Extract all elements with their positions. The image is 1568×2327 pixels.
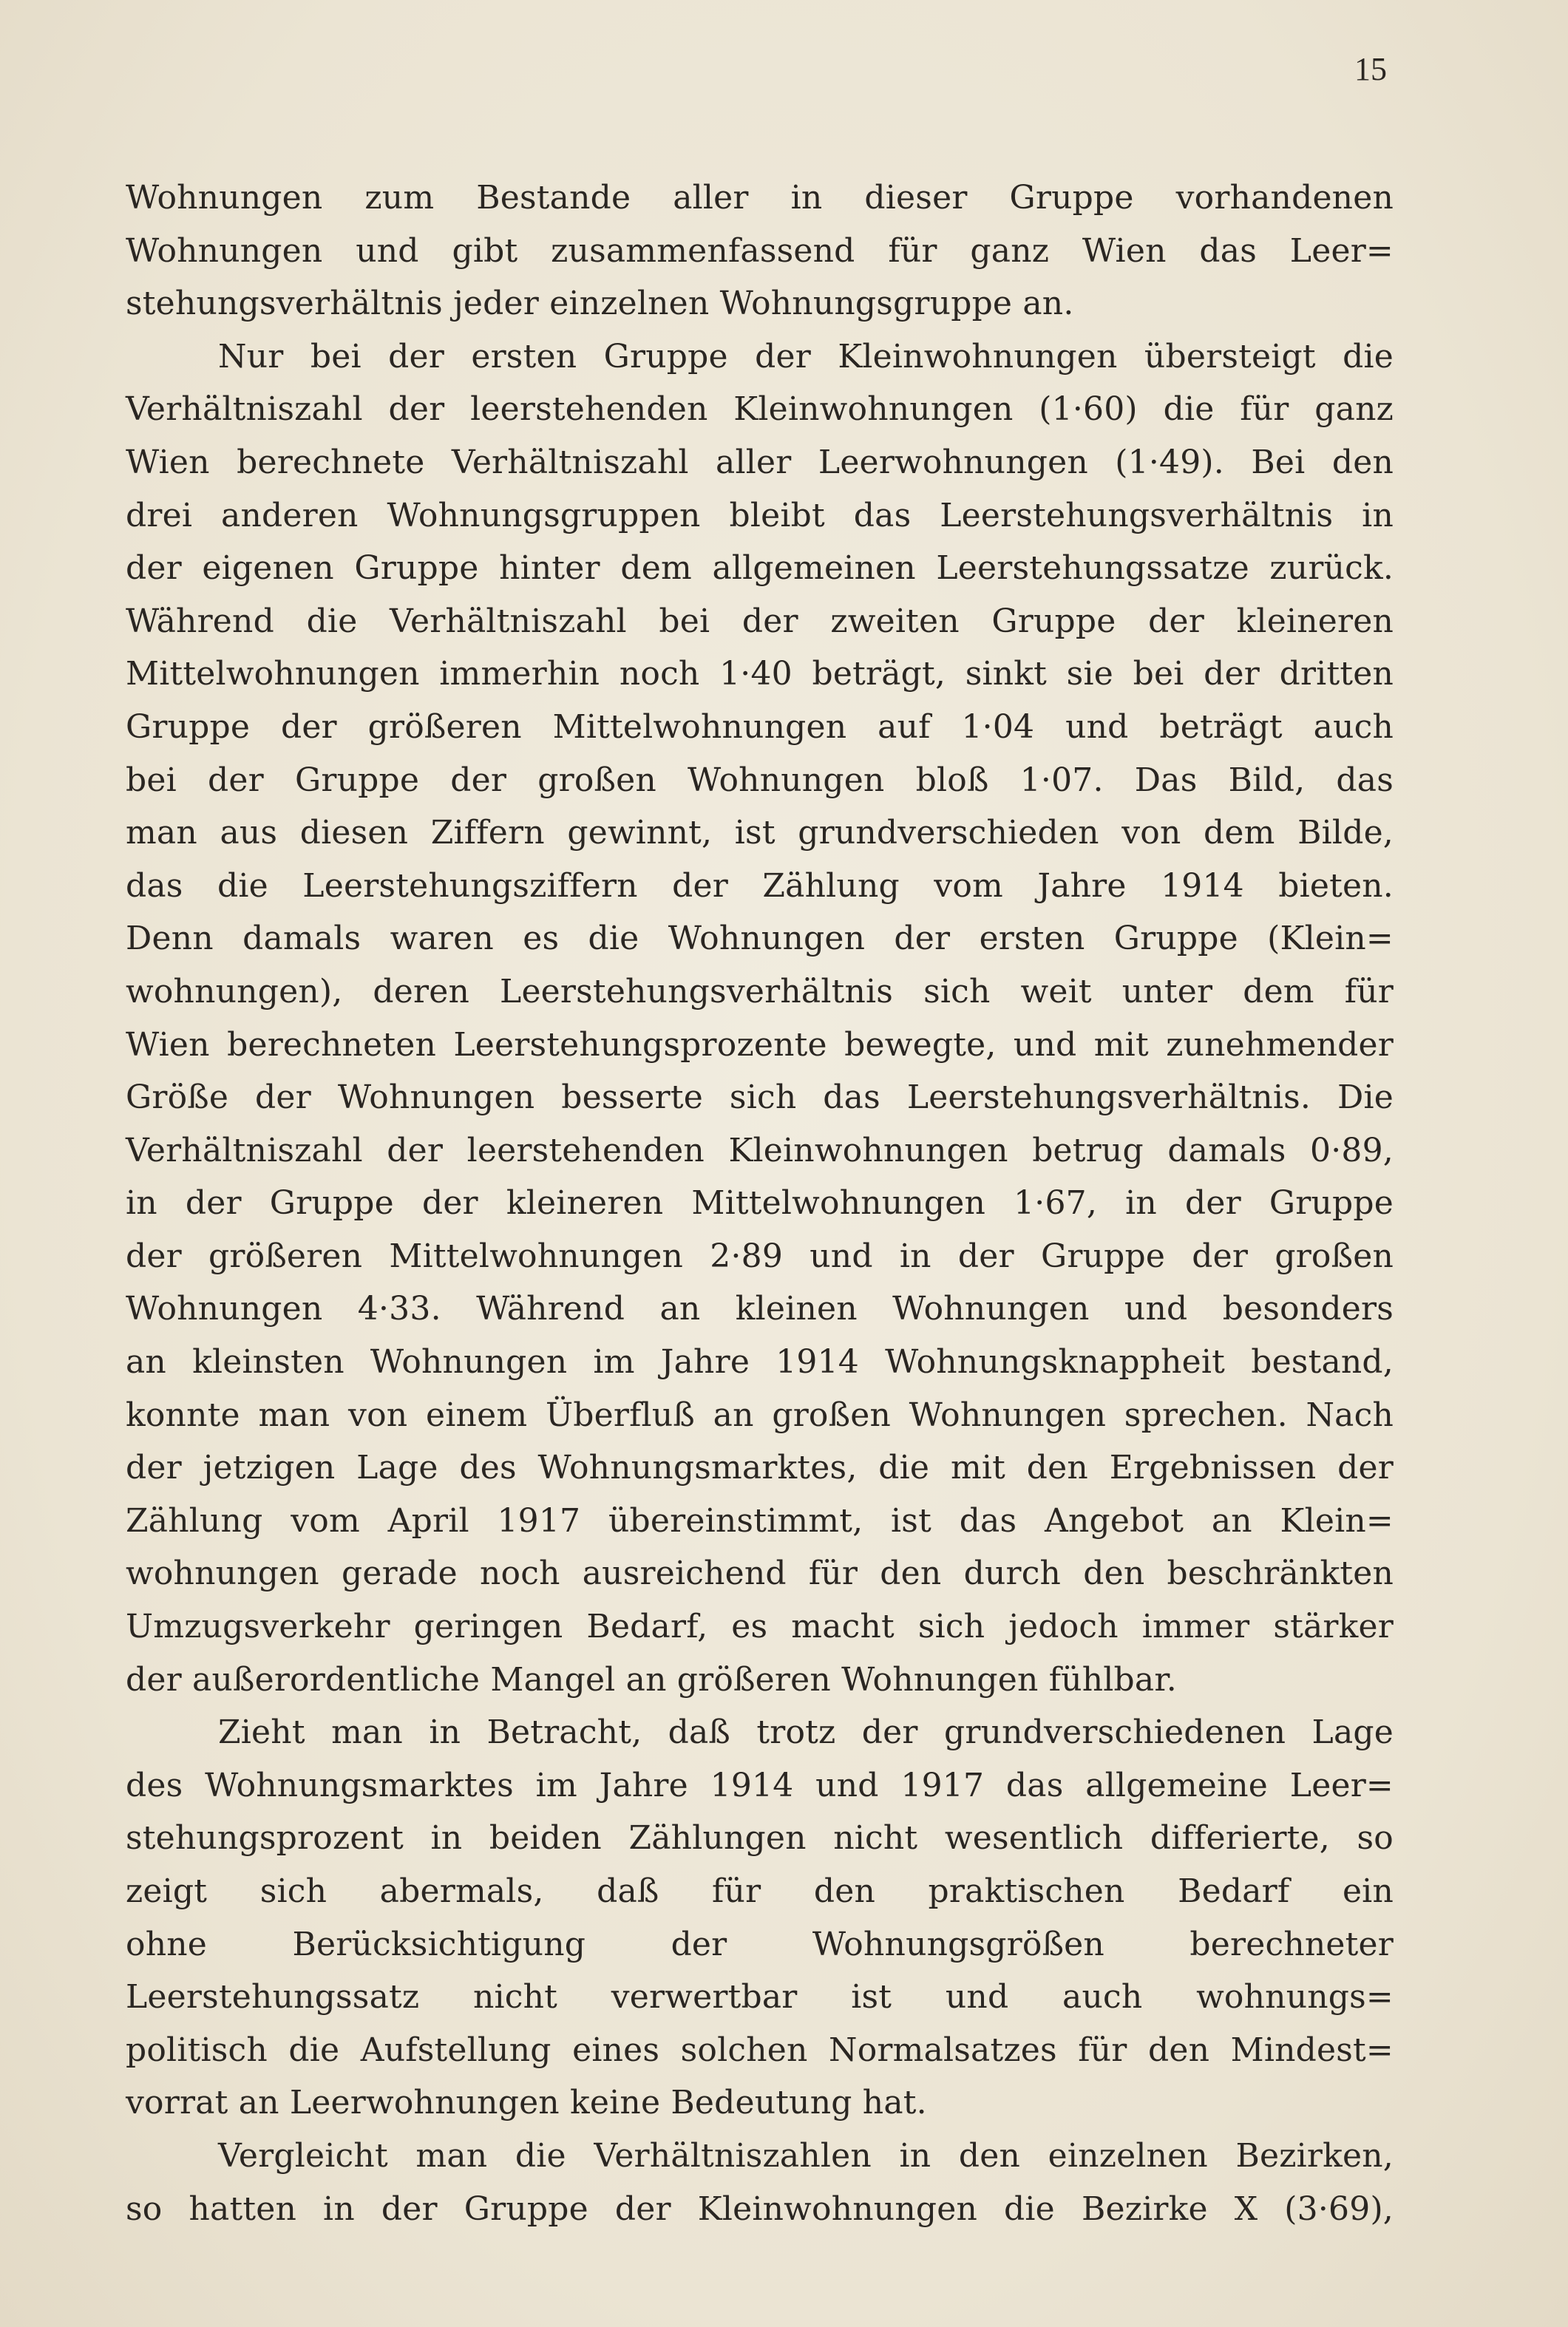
text-line: politisch die Aufstellung eines solchen Normalsatzes für den Mindest= [126,2031,1394,2069]
text-line: drei anderen Wohnungsgruppen bleibt das Leerstehungsverhältnis in [126,496,1394,534]
text-line: Während die Verhältniszahl bei der zweiten Gruppe der kleineren [126,602,1394,640]
text-line: Wohnungen 4·33. Während an kleinen Wohnungen und besonders [126,1290,1394,1328]
text-line: an kleinsten Wohnungen im Jahre 1914 Wohnungsknappheit bestand, [126,1343,1394,1382]
paragraph-start-line: Vergleicht man die Verhältniszahlen in den einzelnen Bezirken, [218,2136,1394,2175]
text-line: der eigenen Gruppe hinter dem allgemeinen Leerstehungssatze zurück. [126,549,1394,588]
text-line: Mittelwohnungen immerhin noch 1·40 beträgt, sinkt sie bei der dritten [126,655,1394,693]
text-line: Verhältniszahl der leerstehenden Kleinwohnungen (1·60) die für ganz [126,390,1394,429]
text-line: wohnungen), deren Leerstehungsverhältnis sich weit unter dem für [126,972,1394,1010]
text-line: Wohnungen und gibt zusammenfassend für ganz Wien das Leer= [126,231,1394,270]
text-line: ohne Berücksichtigung der Wohnungsgrößen berechneter [126,1925,1394,1963]
text-line: wohnungen gerade noch ausreichend für den durch den beschränkten [126,1555,1394,1593]
text-line: Größe der Wohnungen besserte sich das Leerstehungsverhältnis. Die [126,1078,1394,1117]
text-line: des Wohnungsmarktes im Jahre 1914 und 1917 das allgemeine Leer= [126,1766,1394,1804]
text-line: stehungsverhältnis jeder einzelnen Wohnungsgruppe an. [126,285,1074,323]
text-line: Verhältniszahl der leerstehenden Kleinwohnungen betrug damals 0·89, [126,1131,1394,1169]
text-line: zeigt sich abermals, daß für den praktischen Bedarf ein [126,1872,1394,1910]
text-line: Wien berechneten Leerstehungsprozente bewegte, und mit zunehmender [126,1025,1394,1064]
text-line: vorrat an Leerwohnungen keine Bedeutung hat. [126,2084,927,2122]
paragraph-start-line: Zieht man in Betracht, daß trotz der grundverschiedenen Lage [218,1713,1394,1752]
text-line: der größeren Mittelwohnungen 2·89 und in der Gruppe der großen [126,1237,1394,1275]
body-text [126,171,1394,2235]
text-line: Wien berechnete Verhältniszahl aller Leerwohnungen (1·49). Bei den [126,443,1394,481]
text-line: stehungsprozent in beiden Zählungen nicht wesentlich differierte, so [126,1819,1394,1858]
text-line: Gruppe der größeren Mittelwohnungen auf 1·04 und beträgt auch [126,707,1394,746]
text-line: der außerordentliche Mangel an größeren Wohnungen fühlbar. [126,1660,1177,1699]
page-number: 15 [1354,51,1387,87]
text-line: bei der Gruppe der großen Wohnungen bloß 1·07. Das Bild, das [126,761,1394,799]
text-line: der jetzigen Lage des Wohnungsmarktes, die mit den Ergebnissen der [126,1449,1394,1487]
text-line: Wohnungen zum Bestande aller in dieser Gruppe vorhandenen [126,179,1394,217]
text-line: das die Leerstehungsziffern der Zählung vom Jahre 1914 bieten. [126,866,1394,905]
text-line: man aus diesen Ziffern gewinnt, ist grundverschieden von dem Bilde, [126,814,1394,852]
text-line: so hatten in der Gruppe der Kleinwohnungen die Bezirke X (3·69), [126,2190,1394,2228]
text-line: konnte man von einem Überfluß an großen Wohnungen sprechen. Nach [126,1396,1394,1434]
text-line: Denn damals waren es die Wohnungen der ersten Gruppe (Klein= [126,920,1394,958]
text-line: in der Gruppe der kleineren Mittelwohnungen 1·67, in der Gruppe [126,1184,1394,1223]
text-line: Umzugsverkehr geringen Bedarf, es macht sich jedoch immer stärker [126,1608,1394,1646]
text-line: Zählung vom April 1917 übereinstimmt, ist das Angebot an Klein= [126,1501,1394,1540]
paragraph-start-line: Nur bei der ersten Gruppe der Kleinwohnungen übersteigt die [218,337,1394,376]
text-line: Leerstehungssatz nicht verwertbar ist und auch wohnungs= [126,1978,1394,2017]
